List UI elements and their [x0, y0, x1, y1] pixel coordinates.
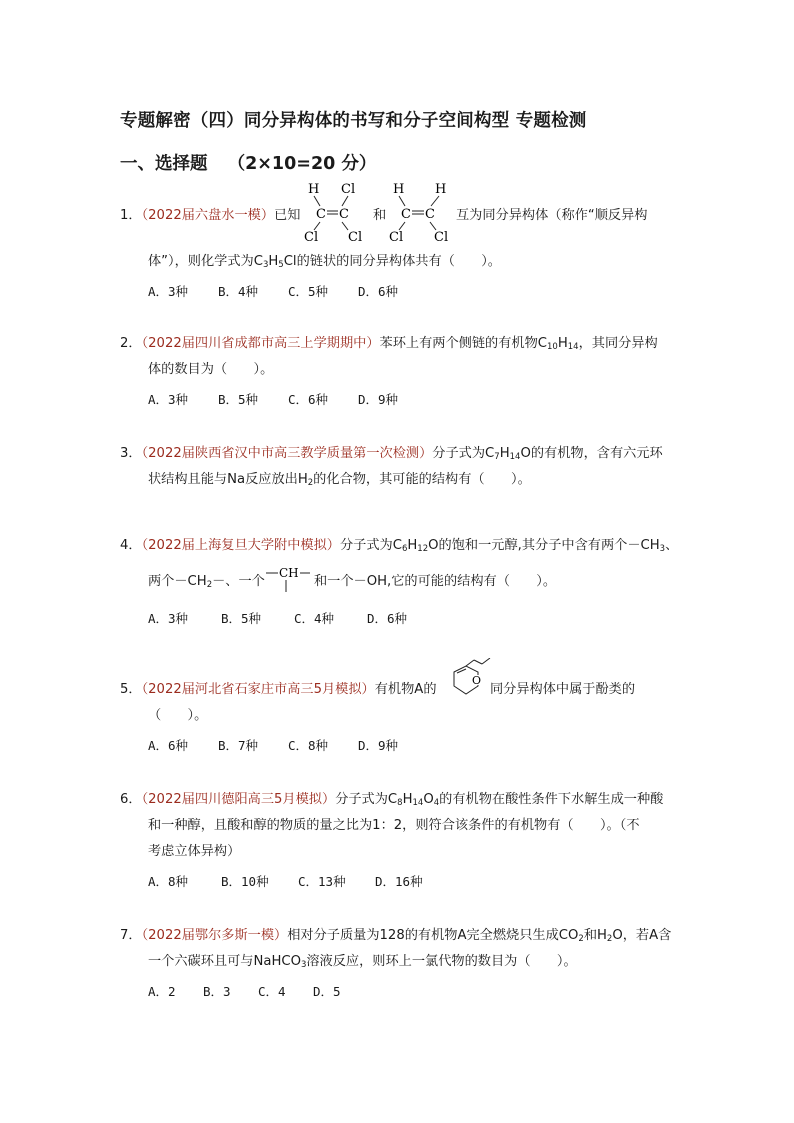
question-7-line-1 [120, 926, 671, 949]
question-text: 的化合物，其可能的结构有（ ）。 [313, 472, 531, 487]
question-4-line-1 [120, 536, 678, 559]
question-7-line-2 [148, 952, 577, 975]
subscript: 3 [262, 260, 269, 270]
question-5-line-2: （ ）。 [148, 708, 208, 723]
atom-label: H [393, 182, 405, 197]
question-6-line-1 [120, 790, 663, 813]
question-text: ，其同分异构 [578, 336, 658, 351]
section-score: （2×10=20 分） [227, 154, 377, 174]
option-c[interactable]: C．6种 [288, 392, 329, 407]
option-a[interactable]: A．3种 [148, 284, 189, 299]
question-text: 分子式为C [335, 792, 398, 807]
cis-dichloroethene-structure [300, 178, 370, 244]
section-header [120, 150, 376, 175]
question-text: O的饱和一元醇,其分子中含有两个－CH [428, 538, 660, 553]
trans-dichloroethene-structure [385, 178, 455, 244]
option-d[interactable]: D．16种 [375, 874, 423, 889]
subscript: 2 [606, 934, 613, 944]
question-source: （2022届六盘水一模） [141, 208, 275, 223]
option-d[interactable]: D．5 [313, 984, 341, 999]
question-5-line-1 [120, 680, 437, 700]
question-number: 5． [120, 682, 142, 697]
question-text: 分子式为C [432, 446, 495, 461]
option-a[interactable]: A．3种 [148, 611, 189, 626]
question-6-line-2: 和一种醇，且酸和醇的物质的量之比为1：2，则符合该条件的有机物有（ ）。（不 [148, 818, 640, 833]
option-c[interactable]: C．4 [258, 984, 286, 999]
subscript: 5 [278, 260, 284, 270]
option-a[interactable]: A．6种 [148, 738, 189, 753]
question-text: H [407, 538, 418, 553]
atom-label: Cl [304, 230, 319, 244]
question-text: 相对分子质量为128的有机物A完全燃烧只生成CO [287, 928, 579, 943]
question-text: 苯环上有两个侧链的有机物C [379, 336, 548, 351]
question-3-line-2 [148, 470, 531, 493]
ch-branch-structure [264, 562, 312, 596]
question-text: O的有机物，含有六元环 [520, 446, 663, 461]
atom-label: C [316, 207, 326, 222]
question-1-line-2 [148, 252, 501, 275]
question-source: （2022届上海复旦大学附中模拟） [141, 538, 340, 553]
question-text: O [423, 792, 434, 807]
subscript: 8 [397, 798, 403, 808]
question-text: 、 [665, 538, 679, 553]
atom-label: Cl [389, 230, 404, 244]
question-2-line-2: 体的数目为（ ）。 [148, 362, 274, 377]
subscript: 2 [578, 934, 584, 944]
option-b[interactable]: B．10种 [221, 874, 269, 889]
question-number: 2． [120, 336, 142, 351]
subscript: 2 [307, 478, 314, 488]
question-text: 和H [583, 928, 607, 943]
question-number: 3． [120, 446, 142, 461]
question-text: H [402, 792, 413, 807]
option-b[interactable]: B．3 [203, 984, 231, 999]
question-text: O，若A含 [612, 928, 672, 943]
question-text: 有机物A的 [374, 682, 437, 697]
question-text: 同分异构体中属于酚类的 [490, 682, 636, 697]
question-source: （2022届四川省成都市高三上学期期中） [141, 336, 380, 351]
atom-label: Cl [434, 230, 449, 244]
atom-label: CH [279, 566, 299, 580]
atom-label: H [435, 182, 447, 197]
question-5-options [148, 736, 428, 754]
question-text: 两个－CH [148, 574, 207, 589]
option-d[interactable]: D．6种 [358, 284, 399, 299]
atom-label: C [425, 207, 435, 222]
question-text: H [499, 446, 510, 461]
question-text: －、一个 [212, 574, 265, 589]
question-6-line-3: 考虑立体异构） [148, 844, 241, 859]
question-4-line-2a [148, 572, 265, 595]
subscript: 14 [412, 798, 424, 808]
question-2-line-1 [120, 334, 658, 357]
question-2-options [148, 390, 428, 408]
question-6-options [148, 872, 452, 890]
atom-label: Cl [348, 230, 363, 244]
atom-label: C [339, 207, 349, 222]
subscript: 10 [547, 342, 558, 352]
atom-label: Cl [341, 182, 356, 197]
option-b[interactable]: B．5种 [221, 611, 262, 626]
question-text: 溶液反应，则环上一氯代物的数目为（ ）。 [306, 954, 577, 969]
question-1-line-1 [120, 206, 300, 226]
question-7-options [148, 982, 368, 1000]
atom-label: H [308, 182, 320, 197]
question-text: Cl的链状的同分异构体共有（ ）。 [283, 254, 501, 269]
question-text: 互为同分异构体（称作“顺反异构 [456, 208, 648, 223]
subscript: 7 [494, 452, 500, 462]
pyran-ring-structure [440, 658, 492, 704]
subscript: 14 [567, 342, 579, 352]
option-b[interactable]: B．4种 [218, 284, 259, 299]
question-number: 1． [120, 208, 142, 223]
document-title: 专题解密（四）同分异构体的书写和分子空间构型 专题检测 [120, 111, 587, 131]
atom-label: O [472, 674, 482, 687]
question-4-line-2b: 和一个－OH,它的可能的结构有（ ）。 [314, 574, 557, 589]
option-d[interactable]: D．6种 [367, 611, 408, 626]
question-3-line-1 [120, 444, 663, 467]
question-text: 一个六碳环且可与NaHCO [148, 954, 301, 969]
question-text: H [268, 254, 279, 269]
question-text: 的有机物在酸性条件下水解生成一种酸 [439, 792, 664, 807]
subscript: 3 [659, 544, 666, 554]
question-number: 7． [120, 928, 142, 943]
option-c[interactable]: C．5种 [288, 284, 329, 299]
question-source: （2022届河北省石家庄市高三5月模拟） [141, 682, 375, 697]
question-text: 已知 [274, 208, 301, 223]
subscript: 4 [433, 798, 440, 808]
atom-label: C [401, 207, 411, 222]
option-c[interactable]: C．8种 [288, 738, 329, 753]
option-d[interactable]: D．9种 [358, 738, 399, 753]
question-number: 6． [120, 792, 142, 807]
question-1-options [148, 282, 428, 300]
subscript: 6 [401, 544, 408, 554]
question-source: （2022届陕西省汉中市高三教学质量第一次检测） [141, 446, 433, 461]
subscript: 3 [300, 960, 307, 970]
option-b[interactable]: B．7种 [218, 738, 259, 753]
option-c[interactable]: C．13种 [298, 874, 346, 889]
question-text: H [557, 336, 568, 351]
option-a[interactable]: A．2 [148, 984, 176, 999]
question-source: （2022届鄂尔多斯一模） [141, 928, 288, 943]
question-number: 4． [120, 538, 142, 553]
question-text: 体”），则化学式为C [148, 254, 263, 269]
subscript: 14 [509, 452, 521, 462]
option-a[interactable]: A．8种 [148, 874, 189, 889]
subscript: 2 [206, 580, 213, 590]
question-text: 状结构且能与Na反应放出H [148, 472, 308, 487]
option-a[interactable]: A．3种 [148, 392, 189, 407]
question-4-options [148, 609, 440, 627]
option-c[interactable]: C．4种 [294, 611, 335, 626]
question-text: 和 [373, 208, 387, 223]
question-source: （2022届四川德阳高三5月模拟） [141, 792, 336, 807]
section-name: 一、选择题 [120, 154, 208, 174]
question-text: 分子式为C [339, 538, 402, 553]
option-b[interactable]: B．5种 [218, 392, 259, 407]
subscript: 12 [417, 544, 429, 554]
option-d[interactable]: D．9种 [358, 392, 399, 407]
